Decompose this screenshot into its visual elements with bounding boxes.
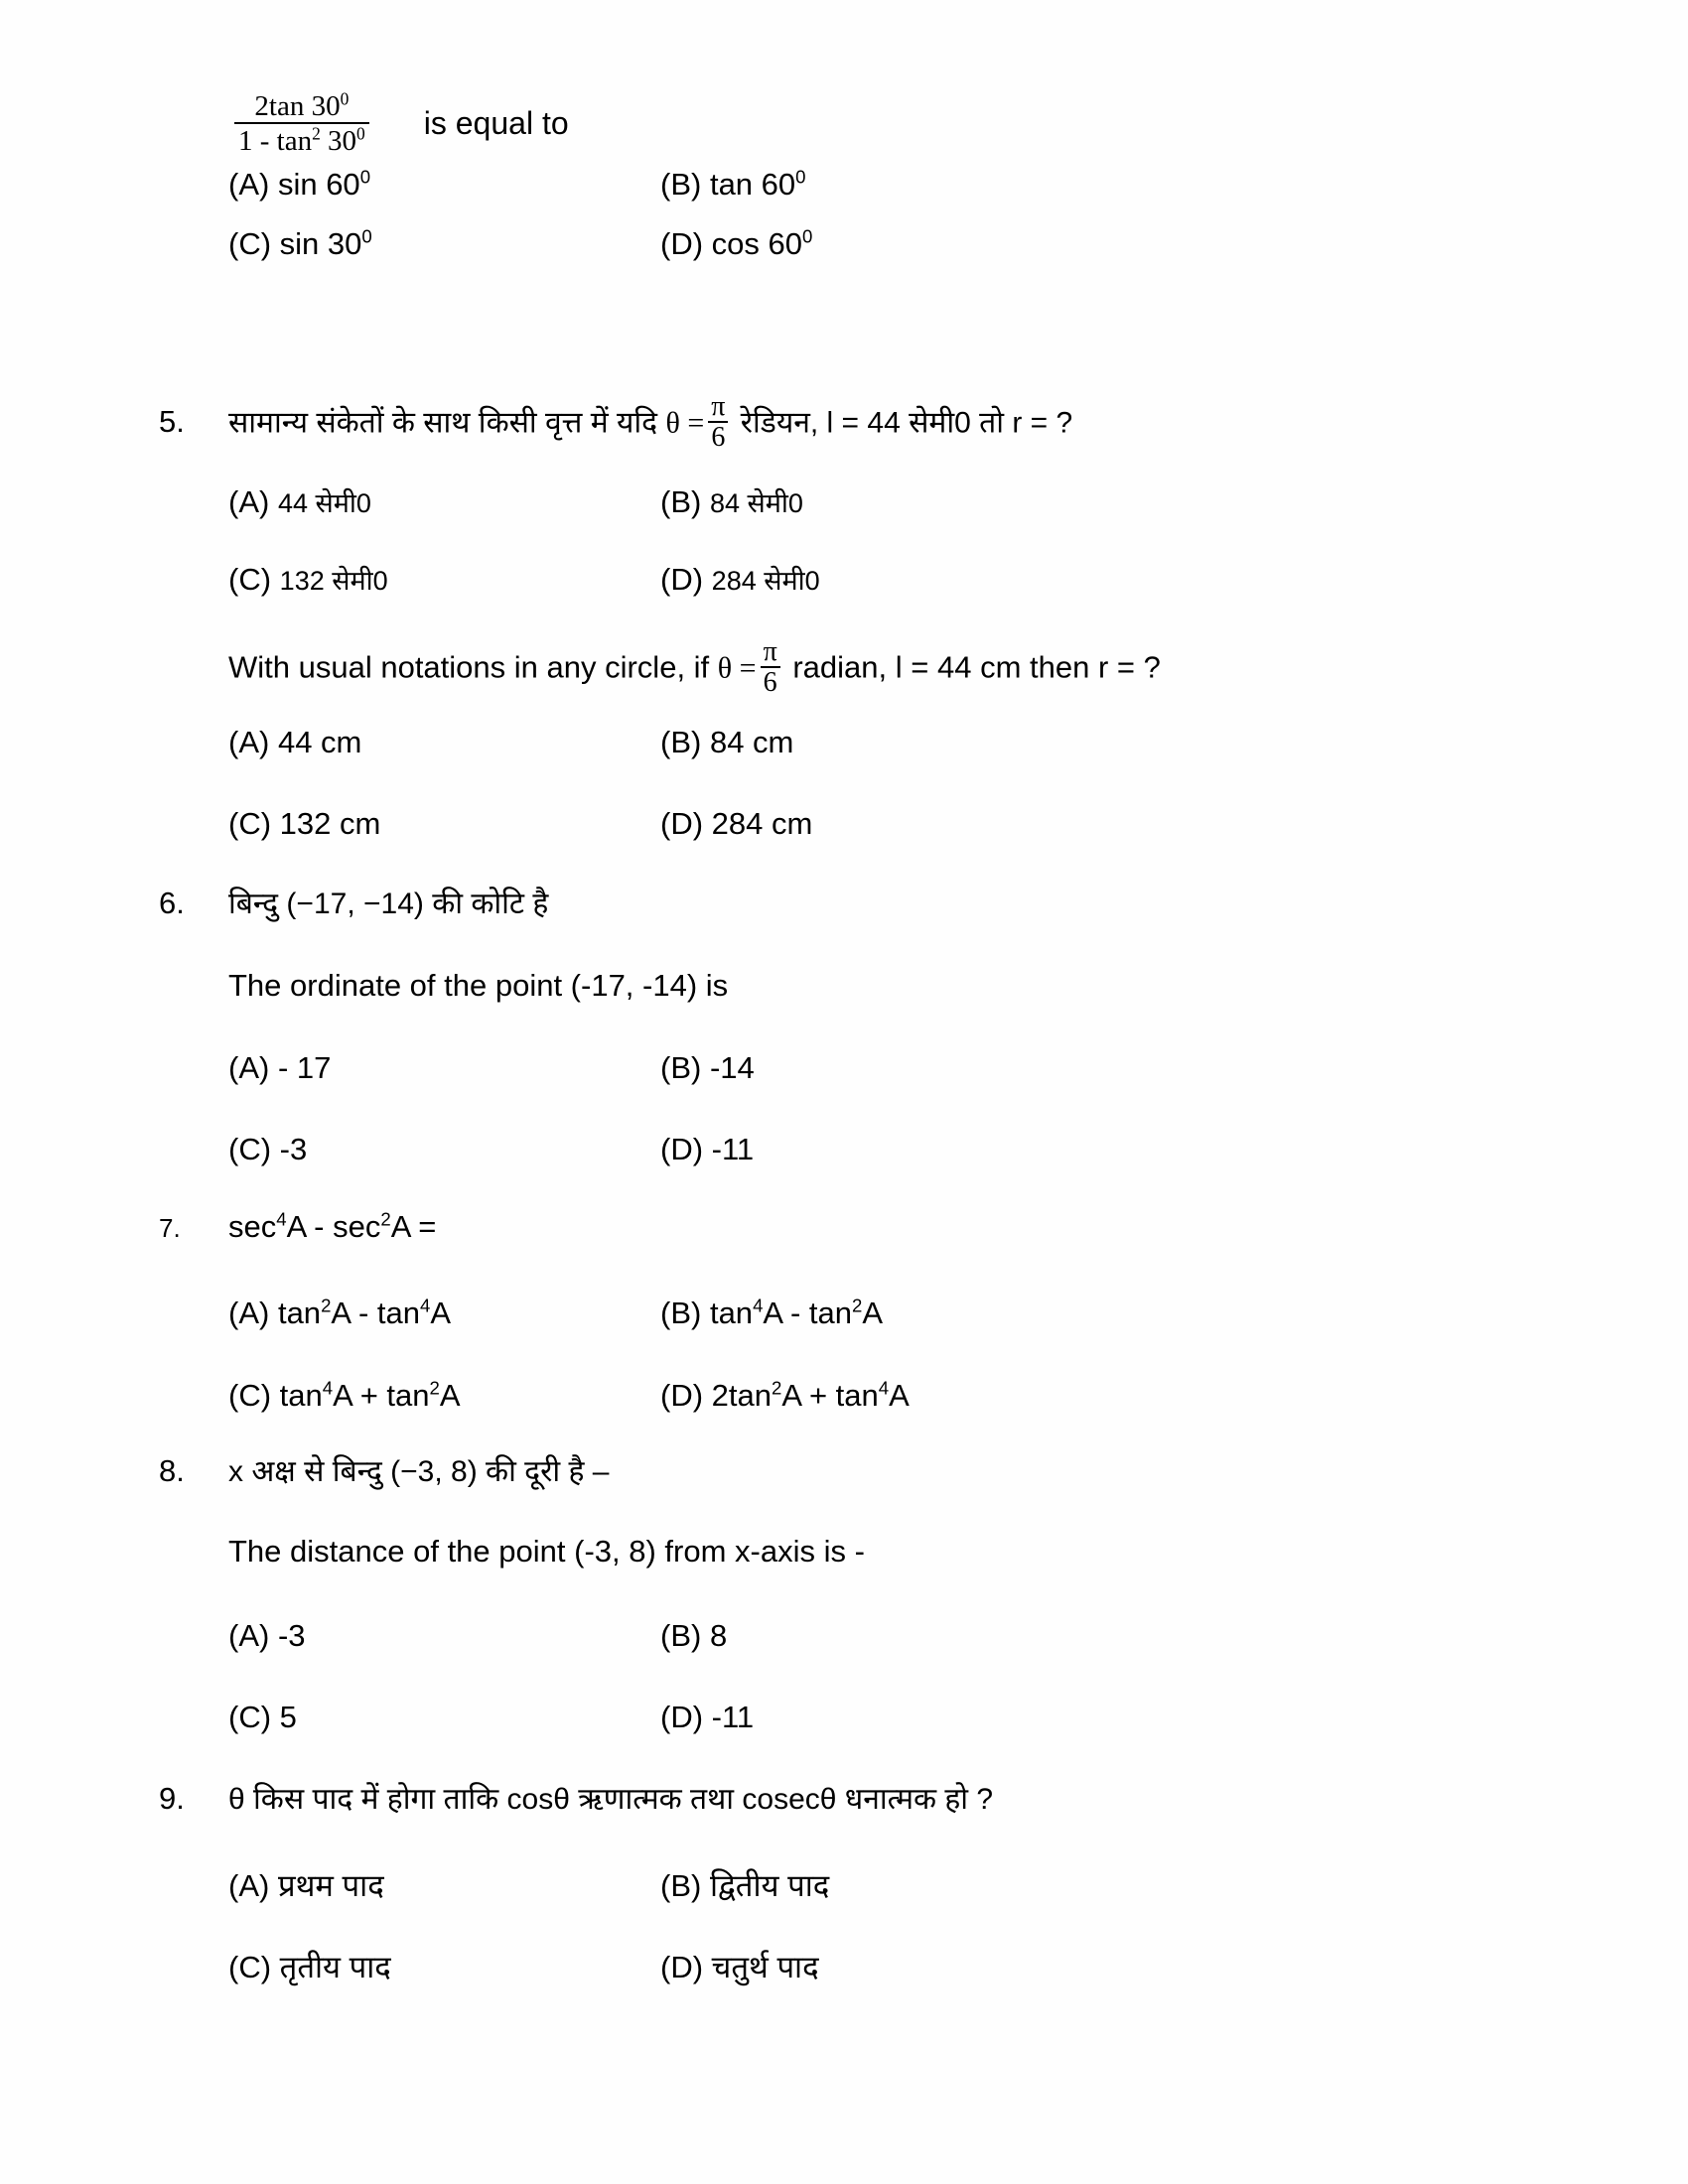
question-5-hindi-text: सामान्य संकेतों के साथ किसी वृत्त में यदि θ = $\frac{\pi}{6}$ रेडियन, l = 44 सेमी0 तो r = ?: [228, 391, 1073, 453]
exponent-superscript: 4: [753, 1295, 764, 1316]
question-6: [159, 882, 548, 922]
fraction-2tan30-over-1-minus-tan2-30: [234, 88, 369, 158]
option-a[interactable]: (A) प्रथम पाद: [228, 1868, 384, 1903]
exponent-superscript: 2: [321, 1295, 332, 1316]
exponent-superscript: 2: [772, 1377, 782, 1399]
question-8: [159, 1449, 609, 1490]
option-d[interactable]: (D) 284 cm: [660, 806, 813, 841]
degree-superscript: 0: [802, 225, 813, 247]
theta-equals: θ =: [717, 651, 757, 685]
exponent-superscript: 4: [420, 1295, 431, 1316]
exponent-superscript: 2: [380, 1208, 391, 1230]
option-c[interactable]: (C) 132 cm: [228, 806, 381, 841]
question-6-hindi-text: बिन्दु (−17, −14) की कोटि है: [228, 887, 549, 920]
option-d[interactable]: (D) -11: [660, 1700, 755, 1734]
question-8-english: [228, 1534, 865, 1570]
option-c[interactable]: (C) -3: [228, 1132, 308, 1166]
option-c[interactable]: (C) तृतीय पाद: [228, 1950, 391, 1984]
exponent-superscript: 4: [322, 1377, 334, 1399]
fraction-pi-over-6: $\frac{\pi}{6}$: [761, 638, 780, 697]
degree-superscript: 0: [359, 166, 371, 188]
option-b[interactable]: (B) 84 सेमी0: [660, 484, 803, 519]
question-number: 8.: [159, 1453, 185, 1488]
question-7: [159, 1209, 436, 1245]
question-number: 6.: [159, 886, 185, 920]
question-6-english-text: The ordinate of the point (-17, -14) is: [228, 968, 729, 1003]
exponent-superscript: 4: [276, 1208, 287, 1230]
option-c[interactable]: (C) $\sin 30^0$: [228, 225, 372, 261]
option-a[interactable]: (A) - 17: [228, 1050, 332, 1085]
exponent-superscript: 4: [878, 1377, 890, 1399]
question-6-english: [228, 968, 728, 1004]
exponent-superscript: 2: [429, 1377, 440, 1399]
option-a[interactable]: (A) 44 cm: [228, 725, 362, 759]
degree-superscript: 0: [356, 123, 365, 144]
option-d[interactable]: (D) $\cos 60^0$: [660, 225, 813, 261]
fraction-pi-over-6: $\frac{\pi}{6}$: [708, 393, 728, 452]
question-8-english-text: The distance of the point (-3, 8) from x-axis is -: [228, 1534, 865, 1569]
option-c[interactable]: (C) $\tan^4A + \tan^2A$: [228, 1377, 461, 1413]
option-d[interactable]: (D) -11: [660, 1132, 755, 1166]
option-b[interactable]: (B) $\tan^4A - \tan^2A$: [660, 1295, 884, 1330]
question-number: 9.: [159, 1781, 185, 1816]
fraction-numerator: 2tan $30^0$: [234, 91, 369, 124]
option-a[interactable]: (A) $\sin 60^0$: [228, 166, 371, 202]
option-c[interactable]: (C) 5: [228, 1700, 297, 1734]
option-d[interactable]: (D) 284 सेमी0: [660, 562, 820, 597]
option-a[interactable]: (A) 44 सेमी0: [228, 484, 371, 519]
option-d[interactable]: (D) चतुर्थ पाद: [660, 1950, 819, 1984]
exponent-superscript: 2: [852, 1295, 863, 1316]
question-7-expression: $\sec^4A - \sec^2A$ =: [228, 1208, 437, 1244]
fraction-denominator: $1 - \tan^2 30^0$: [238, 123, 365, 158]
degree-superscript: 0: [340, 88, 350, 109]
option-b[interactable]: (B) -14: [660, 1050, 755, 1085]
option-b[interactable]: (B) द्वितीय पाद: [660, 1868, 830, 1903]
question-number: 5.: [159, 404, 185, 440]
option-c[interactable]: (C) 132 सेमी0: [228, 562, 388, 597]
option-d[interactable]: (D) $2\tan^2A + \tan^4A$: [660, 1377, 910, 1413]
question-5-english-text: With usual notations in any circle, if θ = $\frac{\pi}{6}$ radian, l = 44 cm then r = ?: [228, 636, 1161, 698]
degree-superscript: 0: [361, 225, 372, 247]
option-a[interactable]: (A) $\tan^2A - \tan^4A$: [228, 1295, 452, 1330]
question-5-english: [228, 636, 1161, 699]
theta-equals: θ =: [665, 406, 705, 440]
question-9: [159, 1777, 993, 1818]
question-number: 7.: [159, 1213, 181, 1243]
is-equal-to-text: is equal to: [423, 105, 569, 142]
option-a[interactable]: (A) -3: [228, 1618, 306, 1653]
option-b[interactable]: (B) 84 cm: [660, 725, 794, 759]
question-9-hindi-text: θ किस पाद में होगा ताकि cosθ ऋणात्मक तथा cosecθ धनात्मक हो ?: [228, 1783, 994, 1816]
question-8-hindi-text: x अक्ष से बिन्दु (−3, 8) की दूरी है –: [228, 1455, 610, 1488]
degree-superscript: 0: [795, 166, 806, 188]
option-b[interactable]: (B) 8: [660, 1618, 728, 1653]
top-expression: [234, 88, 569, 158]
option-b[interactable]: (B) $\tan 60^0$: [660, 166, 806, 202]
exponent-superscript: 2: [312, 123, 321, 144]
question-5: [159, 391, 1073, 454]
